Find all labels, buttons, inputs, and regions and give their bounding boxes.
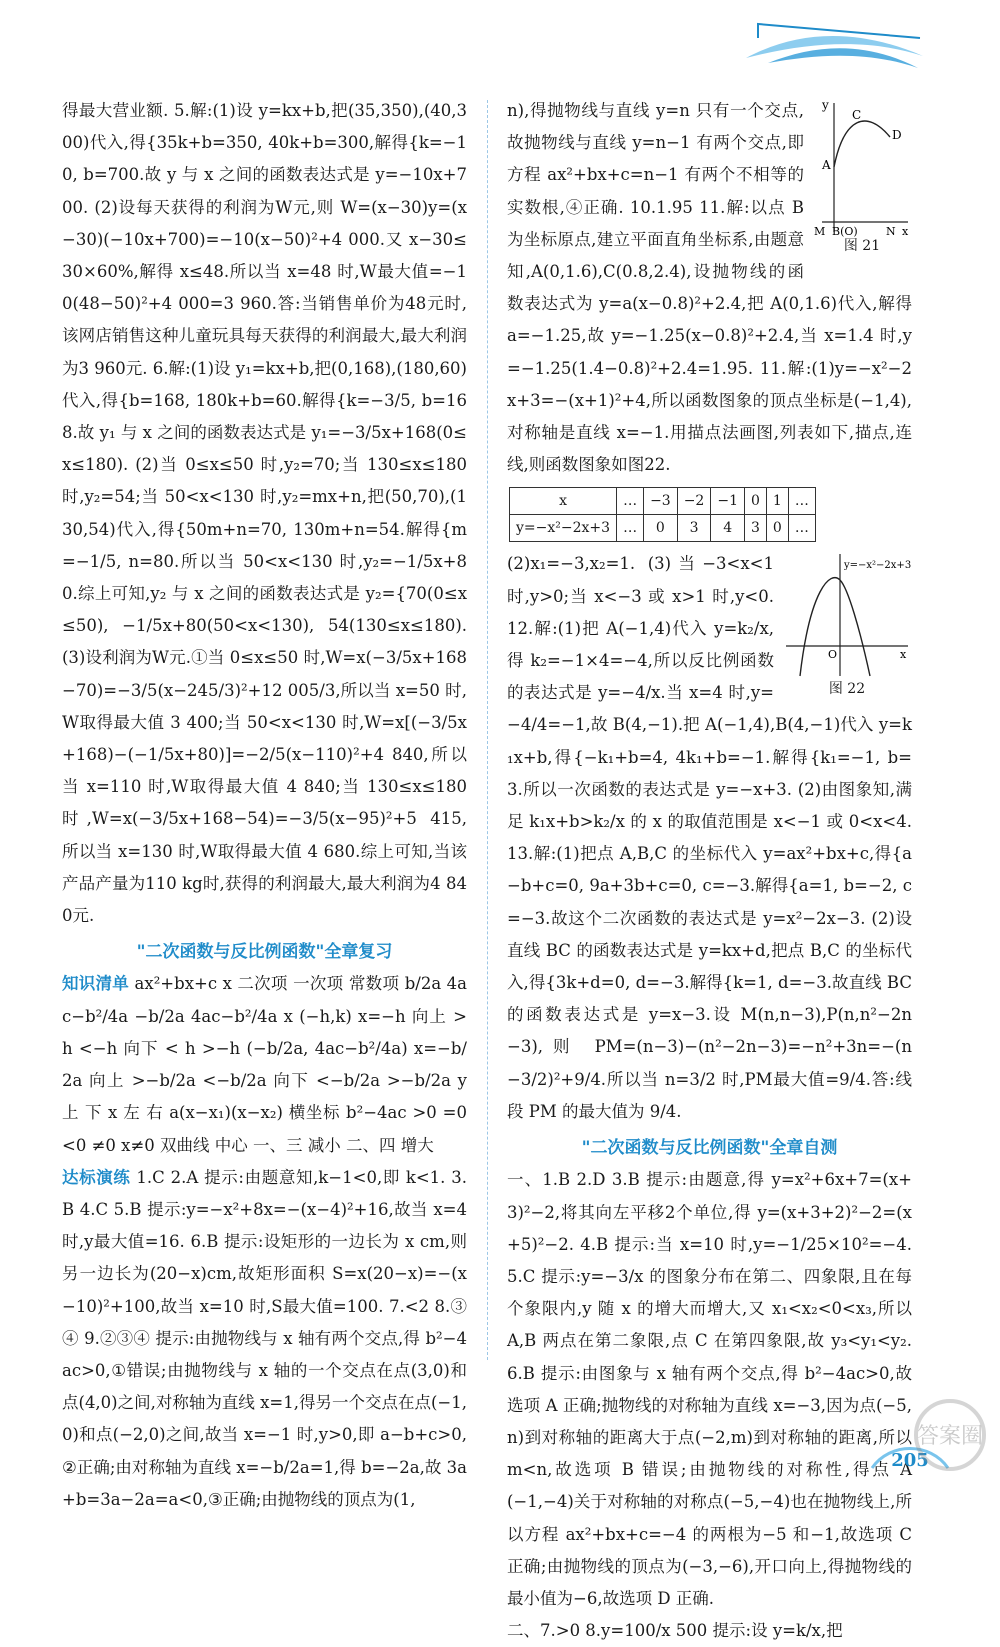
table-cell: … <box>617 488 644 515</box>
fig21-label: N <box>886 225 896 237</box>
fig21-label: M <box>814 225 826 237</box>
table-cell: 4 <box>711 515 745 542</box>
practice-tag: 达标演练 <box>62 1167 131 1187</box>
watermark-text: 答案圈 <box>916 1424 984 1449</box>
knowledge-text: ax²+bx+c x 二次项 一次项 常数项 b/2a 4ac−b²/4a −b/2a 4ac−b²/4a x (−h,k) x=−h 向上 > h <−h 向下 < h >−h (−b/2a, 4ac−b²/4a) x=−b/2a 向上 >−b/2a <−b/2a 向下 <−b/2a >−b/2a y 上 下 x 左 右 a(x−x₁)(x−x₂) 横坐标 b²−4ac >0 =0 <0 ≠0 x≠0 双曲线 中心 一、三 减小 二、四 增大 <box>62 974 467 1155</box>
figure-22-caption: 图 22 <box>828 681 866 698</box>
section-title-test: "二次函数与反比例函数"全章自测 <box>581 1138 838 1159</box>
table-cell: −2 <box>677 488 711 515</box>
answer-paragraph: (2)x₁=−3,x₂=1. (3)当−3<x<1 时,y>0;当 x<−3 或 x>1 时,y<0. 12.解:(1)把 A(−1,4)代入 y=k₂/x,得 k₂=−1×4=−4,所以反比例函数的表达式是 y=−4/x.当 x=4 时,y=−4/4=−1,故 B(4,−1).把 A(−1,4),B(4,−1)代入 y=k₁x+b,得{−k₁+b=4, 4k₁+b=−1.解得{k₁=−1, b=3.所以一次函数的表达式是 y=−x+3. (2)由图象知,满足 k₁x+b>k₂/x 的 x 的取值范围是 x<−1 或 0<x<4. 13.解:(1)把点 A,B,C 的坐标代入 y=ax²+bx+c,得{a−b+c=0, 9a+3b+c=0, c=−3.解得{a=1, b=−2, c=−3.故这个二次函数的表达式是 y=x²−2x−3. (2)设直线 BC 的函数表达式是 y=kx+d,把点 B,C 的坐标代入,得{3k+d=0, d=−3.解得{k=1, d=−3.故直线 BC 的函数表达式是 y=x−3.设 M(n,n−3),P(n,n²−2n−3),则 PM=(n−3)−(n²−2n−3)=−n²+3n=−(n−3/2)²+9/4.所以当 n=3/2 时,PM最大值=9/4.答:线段 PM 的最大值为 9/4. <box>507 554 912 1121</box>
page-number: 205 <box>891 1450 929 1471</box>
table-cell: 0 <box>644 515 678 542</box>
downward-parabola-graph <box>782 550 912 680</box>
page-corner-swoosh <box>738 18 928 88</box>
column-divider <box>487 100 488 1360</box>
table-cell: y=−x²−2x+3 <box>510 515 617 542</box>
table-cell: … <box>788 515 815 542</box>
section-title-review: "二次函数与反比例函数"全章复习 <box>136 942 393 963</box>
watermark-logo <box>900 1395 1000 1481</box>
answer-paragraph: 得最大营业额. 5.解:(1)设 y=kx+b,把(35,350),(40,300)代入,得{35k+b=350, 40k+b=300,解得{k=−10, b=700.故 y 与 x 之间的函数表达式是 y=−10x+700. (2)设每天获得的利润为W元,则 W=(x−30)y=(x−30)(−10x+700)=−10(x−50)²+4 000.又 x−30≤30×60%,解得 x≤48.所以当 x=48 时,W最大值=−10(48−50)²+4 000=3 960.答:当销售单价为48元时,该网店销售这种儿童玩具每天获得的利润最大,最大利润为3 960元. 6.解:(1)设 y₁=kx+b,把(0,168),(180,60)代入,得{b=168, 180k+b=60.解得{k=−3/5, b=168.故 y₁ 与 x 之间的函数表达式是 y₁=−3/5x+168(0≤x≤180). (2)当 0≤x≤50 时,y₂=70;当 130≤x≤180 时,y₂=54;当 50<x<130 时,y₂=mx+n,把(50,70),(130,54)代入,得{50m+n=70, 130m+n=54.解得{m=−1/5, n=80.所以当 50<x<130 时,y₂=−1/5x+80.综上可知,y₂ 与 x 之间的函数表达式是 y₂={70(0≤x≤50), −1/5x+80(50<x<130), 54(130≤x≤180). (3)设利润为W元.①当 0≤x≤50 时,W=x(−3/5x+168−70)=−3/5(x−245/3)²+12 005/3,所以当 x=50 时,W取得最大值 3 400;当 50<x<130 时,W=x[(−3/5x+168)−(−1/5x+80)]=−2/5(x−110)²+4 840,所以当 x=110 时,W取得最大值 4 840;当 130≤x≤180 时,W=x(−3/5x+168−54)=−3/5(x−95)²+5 415,所以当 x=130 时,W取得最大值 4 680.综上可知,当该产品产量为110 kg时,获得的利润最大,最大利润为4 840元. <box>62 101 467 926</box>
table-cell: 0 <box>766 515 788 542</box>
figure-22 <box>782 550 912 698</box>
fig21-label: B(O) <box>832 225 858 237</box>
figure-21 <box>812 97 912 255</box>
answer-paragraph: n),得抛物线与直线 y=n 只有一个交点,故抛物线与直线 y=n−1 有两个交点,即方程 ax²+bx+c=n−1 有两个不相等的实数根,④正确. 10.1.95 11.解:以点 B 为坐标原点,建立平面直角坐标系,由题意知,A(0,1.6),C(0.8,2.4),设抛物线的函数表达式为 y=a(x−0.8)²+2.4,把 A(0,1.6)代入,解得 a=−1.25,故 y=−1.25(x−0.8)²+2.4,当 x=1.4 时,y=−1.25(1.4−0.8)²+2.4=1.95. 11.解:(1)y=−x²−2x+3=−(x+1)²+4,所以函数图象的顶点坐标是(−1,4),对称轴是直线 x=−1.用描点法画图,列表如下,描点,连线,则函数图象如图22. <box>507 101 912 475</box>
fig22-label: O <box>828 648 838 662</box>
answer-paragraph: 一、1.B 2.D 3.B 提示:由题意,得 y=x²+6x+7=(x+3)²−2,将其向左平移2个单位,得 y=(x+3+2)²−2=(x+5)²−2. 4.B 提示:当 x=10 时,y=−1/25×10²=−4. 5.C 提示:y=−3/x 的图象分布在第二、四象限,且在每个象限内,y 随 x 的增大而增大,又 x₁<x₂<0<x₃,所以 A,B 两点在第二象限,点 C 在第四象限,故 y₃<y₁<y₂. 6.B 提示:由图象与 x 轴有两个交点,得 b²−4ac>0,故选项 A 正确;抛物线的对称轴为直线 x=−3,因为点(−5,n)到对称轴的距离大于点(−2,m)到对称轴的距离,所以 m<n,故选项 B 错误;由抛物线的对称性,得点 A(−1,−4)关于对称轴的对称点(−5,−4)也在抛物线上,所以方程 ax²+bx+c=−4 的两根为−5 和−1,故选项 C 正确;由抛物线的顶点为(−3,−6),开口向上,得抛物线的最小值为−6,故选项 D 正确. <box>507 1170 912 1608</box>
table-cell: x <box>510 488 617 515</box>
right-column <box>507 95 912 1647</box>
table-cell: −1 <box>711 488 745 515</box>
practice-text: 1.C 2.A 提示:由题意知,k−1<0,即 k<1. 3.B 4.C 5.B 提示:y=−x²+8x=−(x−4)²+16,故当 x=4 时,y最大值=16. 6.B 提示:设矩形的一边长为 x cm,则另一边长为(20−x)cm,故矩形面积 S=x(20−x)=−(x−10)²+100,故当 x=10 时,S最大值=100. 7.<2 8.③④ 9.②③④ 提示:由抛物线与 x 轴有两个交点,得 b²−4ac>0,①错误;由抛物线与 x 轴的一个交点在点(3,0)和点(4,0)之间,对称轴为直线 x=1,得另一个交点在点(−1,0)和点(−2,0)之间,故当 x=−1 时,y>0,即 a−b+c>0,②正确;由对称轴为直线 x=−b/2a=1,得 b=−2a,故 3a+b=3a−2a=a<0,③正确;由抛物线的顶点为(1, <box>62 1167 467 1509</box>
answer-paragraph: 二、7.>0 8.y=100/x 500 提示:设 y=k/x,把 <box>507 1621 843 1641</box>
practice-block <box>62 1162 467 1516</box>
table-cell: −3 <box>644 488 678 515</box>
value-table <box>509 487 816 542</box>
fig21-label: D <box>892 128 902 142</box>
fig21-label: x <box>902 225 909 237</box>
table-cell: … <box>617 515 644 542</box>
table-cell: 3 <box>744 515 766 542</box>
table-cell: 3 <box>677 515 711 542</box>
figure-21-caption: 图 21 <box>843 238 881 254</box>
knowledge-list <box>62 968 467 1161</box>
fig22-label: y=−x²−2x+3 <box>844 560 912 572</box>
left-column <box>62 95 467 1516</box>
parabola-arc-graph <box>812 97 912 237</box>
fig21-label: A <box>822 158 831 172</box>
fig22-label: x <box>900 648 907 662</box>
table-row <box>510 515 816 542</box>
table-cell: 0 <box>744 488 766 515</box>
knowledge-tag: 知识清单 <box>62 974 130 994</box>
fig21-label: C <box>852 108 862 122</box>
table-row <box>510 488 816 515</box>
table-cell: 1 <box>766 488 788 515</box>
fig21-label: y <box>822 98 829 112</box>
table-cell: … <box>788 488 815 515</box>
